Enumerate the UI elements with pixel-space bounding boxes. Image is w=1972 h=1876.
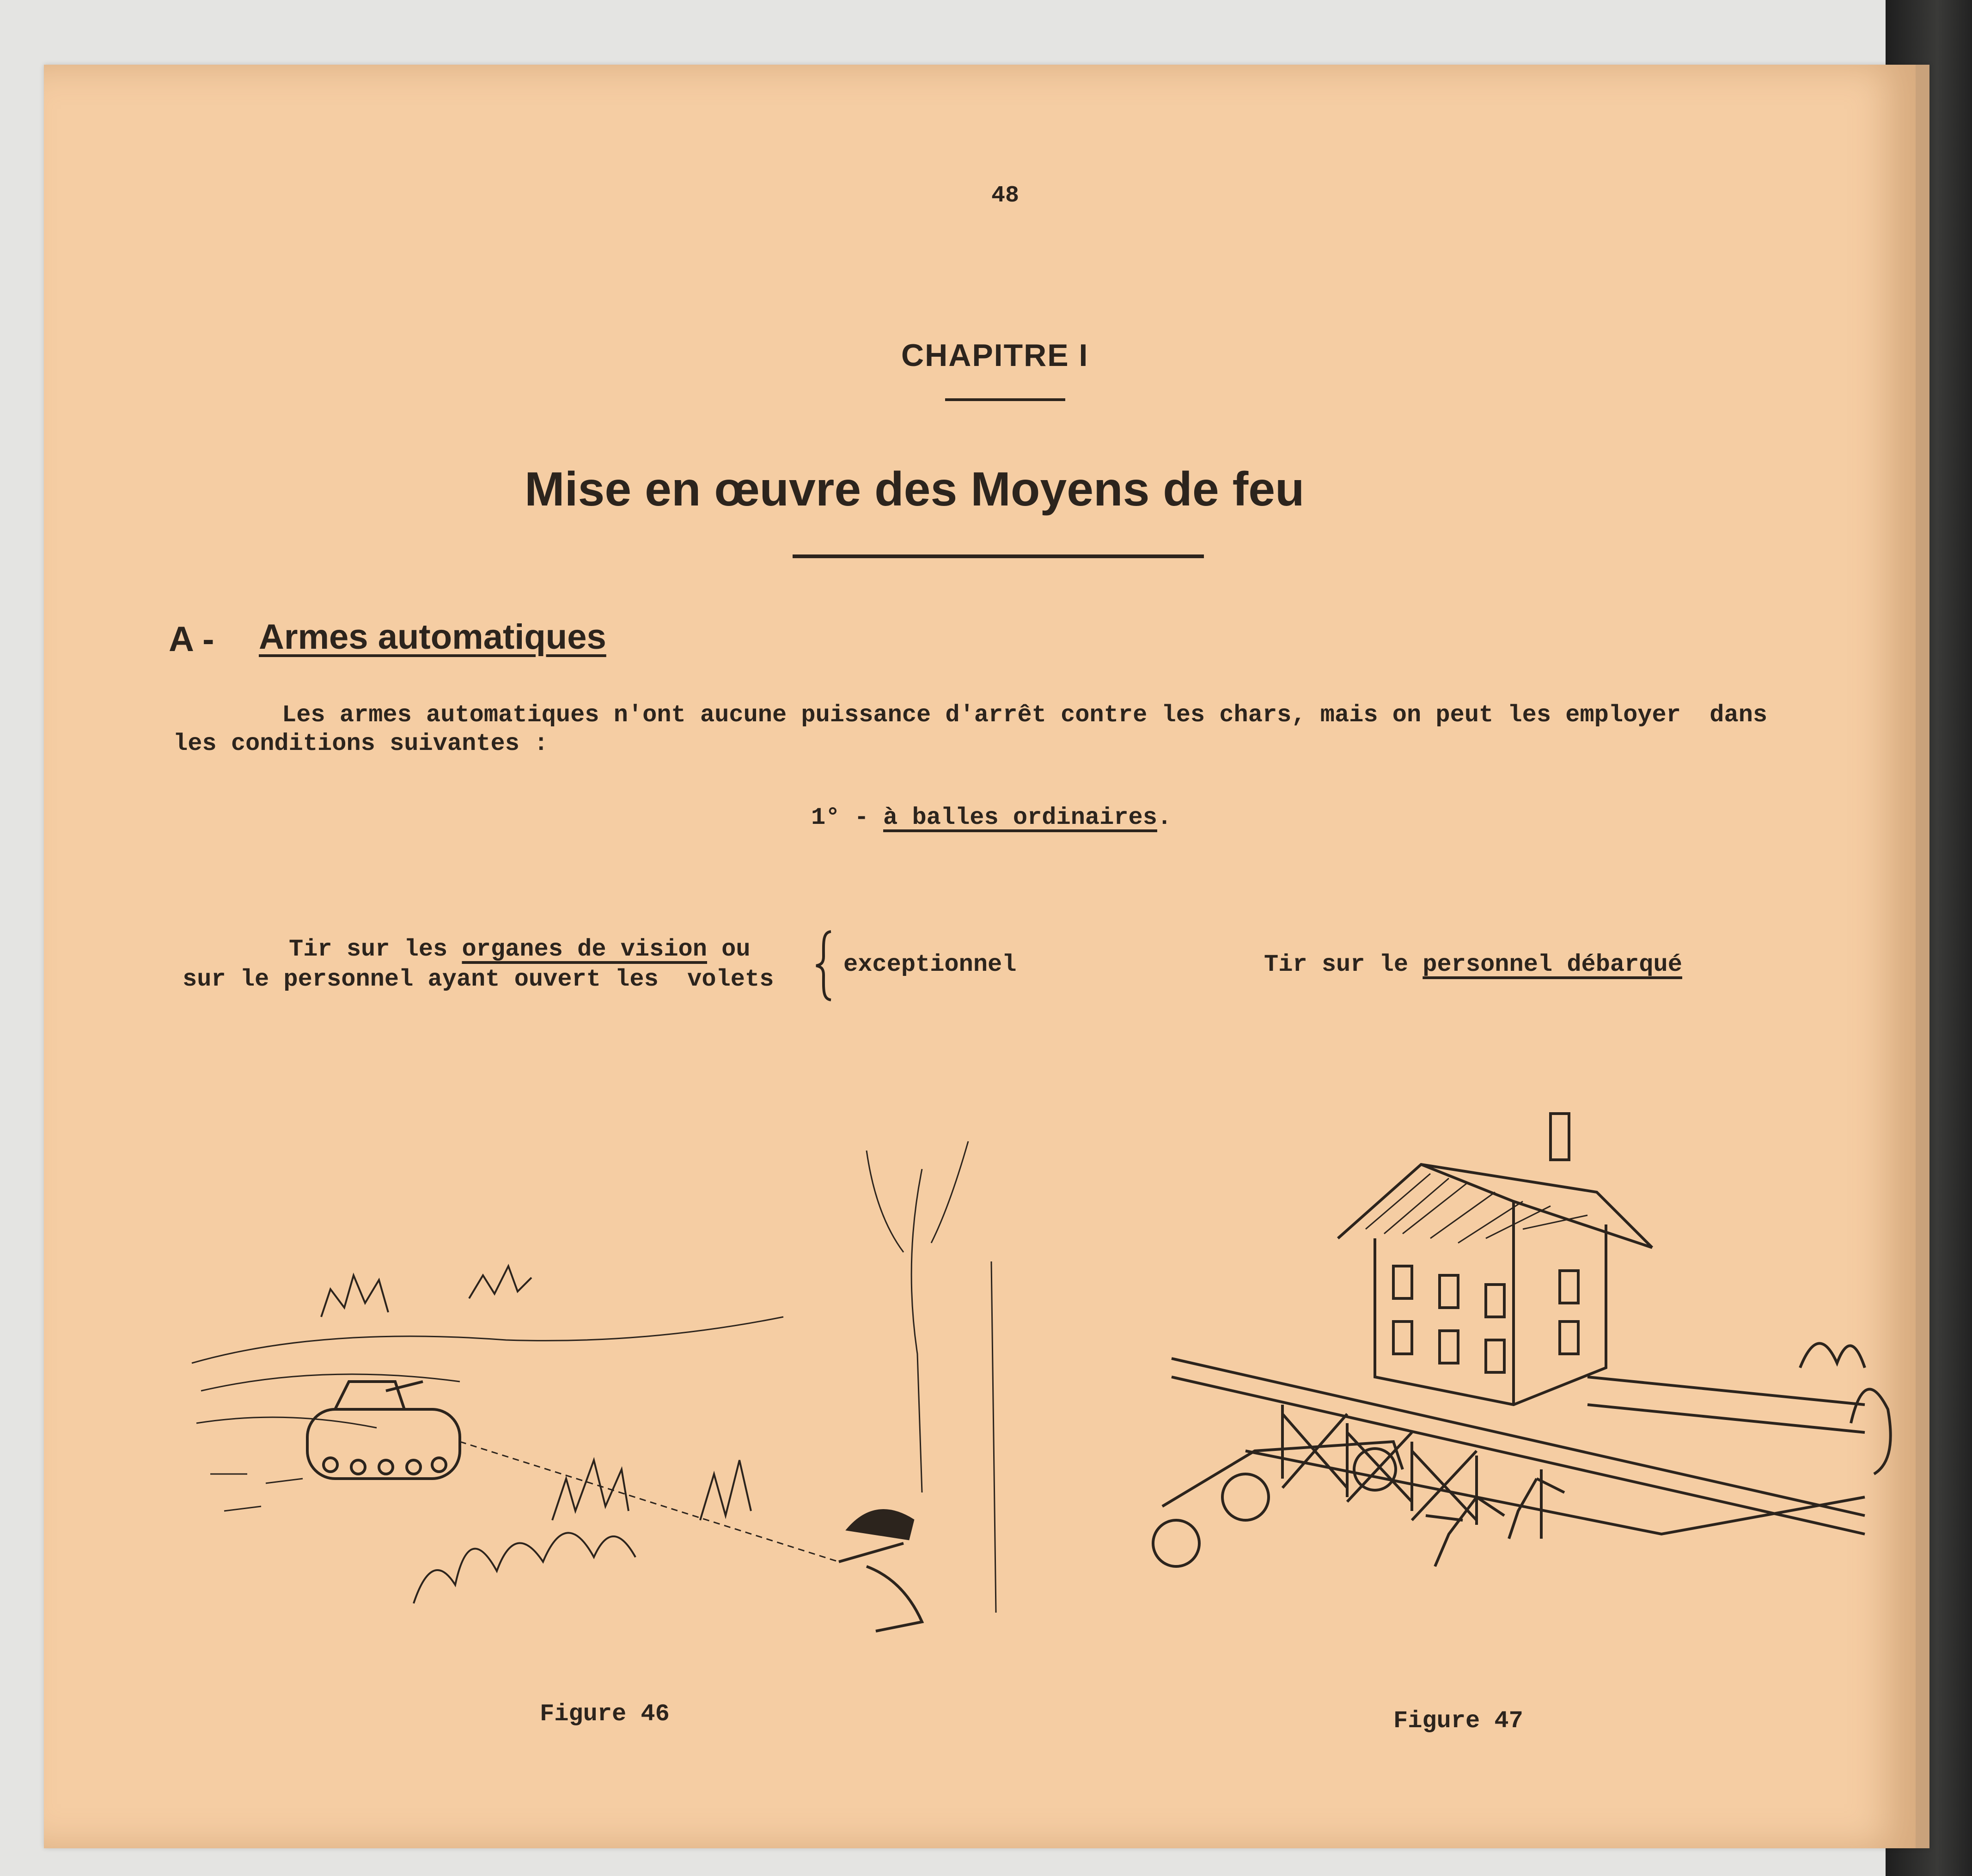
chapter-title: Mise en œuvre des Moyens de feu: [525, 463, 1305, 516]
subsection-label: à balles ordinaires: [883, 804, 1157, 831]
page-number: 48: [991, 183, 1020, 209]
title-rule: [793, 554, 1204, 558]
right-caption-prefix: Tir sur le: [1264, 951, 1423, 978]
left-caption-line-1: [289, 936, 751, 963]
figure-46-label: Figure 46: [540, 1700, 670, 1728]
figure-47-label: Figure 47: [1393, 1707, 1523, 1735]
left-caption-organes: organes de vision: [462, 936, 707, 963]
curly-brace-icon: [813, 929, 836, 1003]
subsection-suffix: .: [1157, 804, 1172, 831]
book-page: [44, 65, 1929, 1848]
left-caption-line-2: sur le personnel ayant ouvert les volets: [183, 966, 774, 993]
intro-line-1: Les armes automatiques n'ont aucune puissance d'arrêt contre les chars, mais on peut les employer dans: [282, 701, 1768, 729]
section-heading: Armes automatiques: [259, 617, 606, 657]
tank-and-soldier-illustration-icon: [183, 1123, 1033, 1640]
left-caption-text-a: Tir sur les: [289, 936, 462, 963]
intro-line-2: les conditions suivantes :: [173, 730, 549, 757]
house-railway-soldiers-illustration-icon: [1107, 1090, 1920, 1636]
right-caption-underlined: personnel débarqué: [1423, 951, 1682, 978]
subsection-prefix: 1° -: [811, 804, 869, 831]
section-letter: A -: [169, 620, 214, 659]
subsection-heading: [811, 804, 1172, 831]
left-caption-text-c: ou: [707, 936, 751, 963]
chapter-label: CHAPITRE I: [901, 338, 1089, 373]
left-caption-qualifier: exceptionnel: [843, 951, 1017, 978]
right-caption: [1264, 951, 1682, 978]
chapter-rule: [945, 398, 1065, 401]
